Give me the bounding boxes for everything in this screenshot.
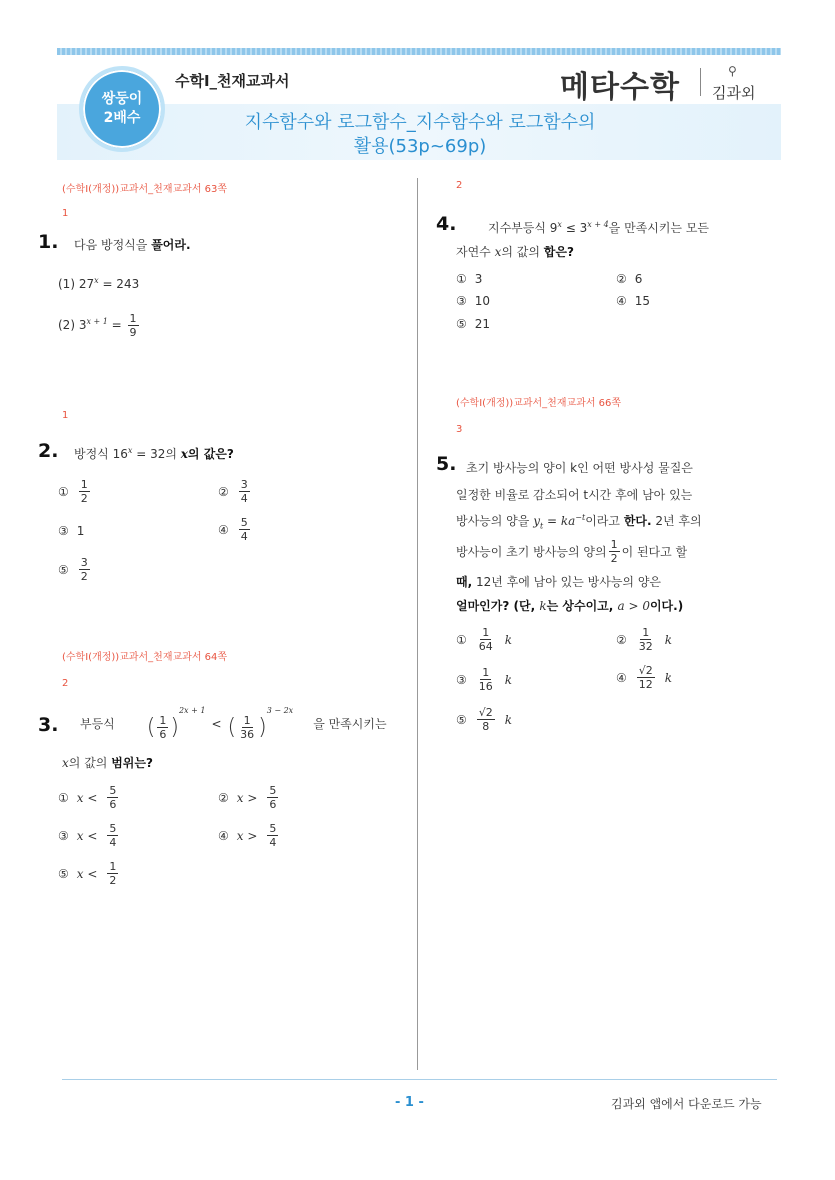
q1-text: 다음 방정식을 풀어라. [74, 238, 191, 252]
brand-sub-logo: 김과외 [712, 84, 756, 102]
q2-option-1[interactable]: ① $\frac{1}{2}$ [58, 478, 88, 505]
q4-option-4[interactable]: ④ 15 [616, 294, 651, 308]
subject-label: 수학Ⅰ_천재교과서 [175, 72, 290, 90]
q4-number: 4. [436, 213, 457, 235]
brand-divider [700, 68, 701, 96]
page-number: - 1 - [395, 1095, 424, 1110]
q1-sub2: (2) $3^{x + 1}$ = $\frac{1}{9}$ [58, 312, 137, 339]
q2-text: 방정식 $16^x = 32$의 x의 값은? [74, 446, 234, 461]
q1-level: 1 [62, 208, 69, 219]
q4-level: 2 [456, 180, 463, 191]
page-title-line2: 활용(53p~69p) [353, 136, 487, 157]
q2-option-2[interactable]: ② $\frac{3}{4}$ [218, 478, 248, 505]
q3-option-5[interactable]: ⑤ x < $\frac{1}{2}$ [58, 860, 117, 887]
q3-option-1[interactable]: ① x < $\frac{5}{6}$ [58, 784, 117, 811]
q4-text-line2: 자연수 x의 값의 합은? [456, 245, 574, 259]
q2-option-5[interactable]: ⑤ $\frac{3}{2}$ [58, 556, 88, 583]
page-title-line1: 지수함수와 로그함수_지수함수와 로그함수의 [244, 112, 596, 133]
q1-sub1: (1) $27^x = 243$ [58, 276, 140, 291]
q3-option-2[interactable]: ② x > $\frac{5}{6}$ [218, 784, 277, 811]
q5-text-line4: 방사능이 초기 방사능의 양의 $\frac{1}{2}$ 이 된다고 할 [456, 538, 688, 565]
q5-text-line2: 일정한 비율로 감소되어 t시간 후에 남아 있는 [456, 488, 693, 502]
q4-option-2[interactable]: ② 6 [616, 272, 643, 286]
q5-level: 3 [456, 424, 463, 435]
q5-number: 5. [436, 453, 457, 475]
q4-option-1[interactable]: ① 3 [456, 272, 483, 286]
q3-option-4[interactable]: ④ x > $\frac{5}{4}$ [218, 822, 277, 849]
q5-option-2[interactable]: ② $\frac{1}{32}$ k [616, 626, 673, 653]
footer-note: 김과외 앱에서 다운로드 가능 [611, 1097, 762, 1111]
q3-number: 3. [38, 714, 59, 736]
q3-level: 2 [62, 678, 69, 689]
q2-option-3[interactable]: ③ 1 [58, 524, 85, 538]
q5-text-line1: 초기 방사능의 양이 k인 어떤 방사성 물질은 [466, 461, 693, 475]
q5-text-line5: 때, 12년 후에 남아 있는 방사능의 양은 [456, 575, 662, 589]
q2-option-4[interactable]: ④ $\frac{5}{4}$ [218, 516, 248, 543]
person-icon: ⚲ [728, 64, 737, 78]
brand-logo: 메타수학 [560, 70, 680, 105]
q3-option-3[interactable]: ③ x < $\frac{5}{4}$ [58, 822, 117, 849]
q3-text: 부등식 ( $\frac{1}{6}$ )$^{2x + 1}$ < ( $\frac{1}{36}$ )$^{3 - 2x}$ 을 만족시키는 [80, 706, 387, 741]
q3-text-line2: x의 값의 범위는? [62, 756, 153, 770]
q2-level: 1 [62, 410, 69, 421]
q5-text-line6: 얼마인가? (단, k는 상수이고, a > 0이다.) [456, 599, 684, 613]
q5-option-5[interactable]: ⑤ $\frac{√2}{8}$ k [456, 706, 513, 733]
source-label-3: (수학I(개정))교과서_천재교과서 66쪽 [456, 398, 622, 409]
badge-line2: 2배수 [103, 110, 141, 126]
q5-option-3[interactable]: ③ $\frac{1}{16}$ k [456, 666, 513, 693]
level-badge [79, 66, 165, 152]
source-label-2: (수학I(개정))교과서_천재교과서 64쪽 [62, 652, 228, 663]
source-label: (수학I(개정))교과서_천재교과서 63쪽 [62, 184, 228, 195]
q4-option-3[interactable]: ③ 10 [456, 294, 491, 308]
q5-option-4[interactable]: ④ $\frac{√2}{12}$ k [616, 664, 673, 691]
q2-number: 2. [38, 440, 59, 462]
q4-text-line1: 지수부등식 $9^x \le 3^{x + 4}$을 만족시키는 모든 [488, 220, 710, 235]
badge-line1: 쌍둥이 [101, 91, 143, 107]
q5-option-1[interactable]: ① $\frac{1}{64}$ k [456, 626, 513, 653]
footer-divider [62, 1079, 777, 1080]
top-stripe [57, 48, 781, 55]
column-divider [417, 178, 418, 1070]
q1-number: 1. [38, 231, 59, 253]
q5-text-line3: 방사능의 양을 $y_t = ka^{-t}$이라고 한다. 2년 후의 [456, 513, 702, 531]
q4-option-5[interactable]: ⑤ 21 [456, 317, 491, 331]
